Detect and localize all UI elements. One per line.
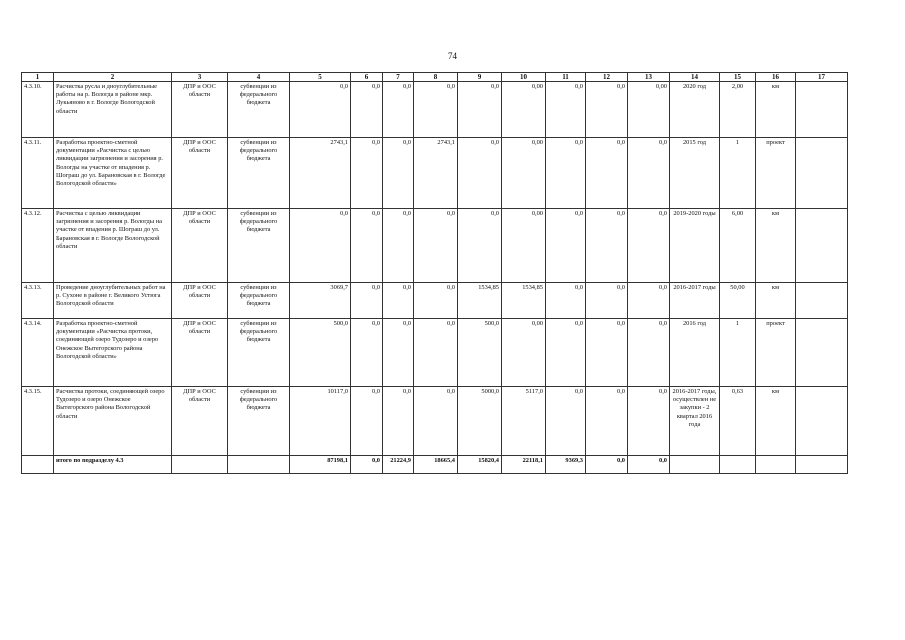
amount-cell: 0,0: [351, 387, 383, 456]
table-row: [22, 209, 848, 283]
table-row: [22, 319, 848, 387]
amount-cell: 5117,0: [502, 387, 546, 456]
amount-cell: 0,0: [586, 387, 628, 456]
column-number: 6: [351, 73, 383, 82]
quantity: 1: [720, 138, 756, 209]
amount-cell: 2743,1: [414, 138, 458, 209]
column-number: 4: [228, 73, 290, 82]
amount-cell: 0,0: [546, 82, 586, 138]
row-number: 4.3.12.: [22, 209, 54, 283]
extra-cell: [796, 209, 848, 283]
funding-source: субвенции из федерального бюджета: [228, 319, 290, 387]
table-row: [22, 138, 848, 209]
amount-cell: 0,0: [586, 319, 628, 387]
total-row: [22, 456, 848, 474]
row-number: 4.3.14.: [22, 319, 54, 387]
total-amount: 0,0: [351, 456, 383, 474]
total-amount: 15820,4: [458, 456, 502, 474]
funding-source: субвенции из федерального бюджета: [228, 138, 290, 209]
amount-cell: 0,0: [290, 209, 351, 283]
column-number: 14: [670, 73, 720, 82]
amount-cell: 500,0: [290, 319, 351, 387]
amount-cell: 0,0: [586, 82, 628, 138]
row-number: 4.3.11.: [22, 138, 54, 209]
funding-source: субвенции из федерального бюджета: [228, 387, 290, 456]
executor: ДПР и ООС области: [172, 209, 228, 283]
total-label: итого по подразделу 4.3: [54, 456, 172, 474]
amount-cell: 0,0: [586, 283, 628, 319]
total-amount: 9369,3: [546, 456, 586, 474]
amount-cell: 0,0: [383, 209, 414, 283]
column-number: 9: [458, 73, 502, 82]
budget-table: [21, 72, 848, 474]
amount-cell: 0,00: [502, 82, 546, 138]
total-source: [228, 456, 290, 474]
amount-cell: 0,0: [351, 283, 383, 319]
measure-name: Разработка проектно-сметной документации «Расчистка с целью ликвидации загрязнения и засорения р. Вологды на участке от впадения р. Шограш до ул. Барановская в г. Вологде Вологодской области»: [54, 138, 172, 209]
column-number: 11: [546, 73, 586, 82]
amount-cell: 0,0: [383, 387, 414, 456]
amount-cell: 0,00: [502, 209, 546, 283]
extra-cell: [796, 319, 848, 387]
period: 2016-2017 годы, осуществлен не закупки - 2 квартал 2016 года: [670, 387, 720, 456]
measure-name: Разработка проектно-сметной документации «Расчистка протоки, соединяющей озеро Тудозеро и озеро Онежское Вытегорского района Вологодской области»: [54, 319, 172, 387]
extra-cell: [796, 138, 848, 209]
amount-cell: 0,0: [546, 209, 586, 283]
column-number: 13: [628, 73, 670, 82]
amount-cell: 0,0: [546, 283, 586, 319]
amount-cell: 0,0: [414, 319, 458, 387]
column-number: 10: [502, 73, 546, 82]
executor: ДПР и ООС области: [172, 319, 228, 387]
amount-cell: 0,0: [414, 387, 458, 456]
unit: км: [756, 209, 796, 283]
measure-name: Расчистка протоки, соединяющей озеро Тудозеро и озеро Онежское Вытегорского района Вологодской области: [54, 387, 172, 456]
amount-cell: 2743,1: [290, 138, 351, 209]
column-number-row: [22, 73, 848, 82]
amount-cell: 0,0: [586, 138, 628, 209]
amount-cell: 0,0: [414, 283, 458, 319]
amount-cell: 0,0: [351, 319, 383, 387]
column-number: 8: [414, 73, 458, 82]
amount-cell: 0,00: [502, 138, 546, 209]
quantity: 0,63: [720, 387, 756, 456]
amount-cell: 500,0: [458, 319, 502, 387]
amount-cell: 0,0: [351, 209, 383, 283]
period: 2015 год: [670, 138, 720, 209]
amount-cell: 0,0: [351, 138, 383, 209]
quantity: 1: [720, 319, 756, 387]
amount-cell: 5000,0: [458, 387, 502, 456]
period: 2019-2020 годы: [670, 209, 720, 283]
amount-cell: 0,0: [458, 138, 502, 209]
total-empty: [720, 456, 756, 474]
amount-cell: 0,00: [628, 82, 670, 138]
amount-cell: 0,0: [383, 138, 414, 209]
amount-cell: 0,0: [628, 138, 670, 209]
quantity: 50,00: [720, 283, 756, 319]
period: 2016 год: [670, 319, 720, 387]
total-amount: 21224,9: [383, 456, 414, 474]
table-row: [22, 82, 848, 138]
extra-cell: [796, 387, 848, 456]
amount-cell: 0,0: [290, 82, 351, 138]
column-number: 1: [22, 73, 54, 82]
column-number: 3: [172, 73, 228, 82]
total-amount: 22118,1: [502, 456, 546, 474]
row-number: 4.3.10.: [22, 82, 54, 138]
amount-cell: 0,0: [383, 82, 414, 138]
unit: проект: [756, 319, 796, 387]
funding-source: субвенции из федерального бюджета: [228, 209, 290, 283]
measure-name: Расчистка русла и дноуглубительные работы на р. Вологда в районе мкр. Лукьяново в г. Вологде Вологодской области: [54, 82, 172, 138]
unit: проект: [756, 138, 796, 209]
funding-source: субвенции из федерального бюджета: [228, 283, 290, 319]
unit: км: [756, 387, 796, 456]
measure-name: Проведение дноуглубительных работ на р. Сухоне в районе г. Великого Устюга Вологодской области: [54, 283, 172, 319]
period: 2020 год: [670, 82, 720, 138]
amount-cell: 0,0: [414, 82, 458, 138]
amount-cell: 0,0: [628, 209, 670, 283]
amount-cell: 0,0: [458, 82, 502, 138]
executor: ДПР и ООС области: [172, 283, 228, 319]
column-number: 16: [756, 73, 796, 82]
executor: ДПР и ООС области: [172, 387, 228, 456]
total-row-number: [22, 456, 54, 474]
table-row: [22, 283, 848, 319]
executor: ДПР и ООС области: [172, 138, 228, 209]
amount-cell: 0,0: [458, 209, 502, 283]
amount-cell: 0,0: [546, 138, 586, 209]
quantity: 2,00: [720, 82, 756, 138]
extra-cell: [796, 82, 848, 138]
total-empty: [670, 456, 720, 474]
amount-cell: 0,0: [351, 82, 383, 138]
amount-cell: 1534,85: [502, 283, 546, 319]
total-amount: 18665,4: [414, 456, 458, 474]
total-amount: 87198,1: [290, 456, 351, 474]
page-number: 74: [448, 51, 457, 61]
measure-name: Расчистка с целью ликвидации загрязнения и засорения р. Вологды на участке от впадения р. Шограш до ул. Барановская в г. Вологде Вологодской области: [54, 209, 172, 283]
amount-cell: 0,0: [414, 209, 458, 283]
total-empty: [756, 456, 796, 474]
quantity: 6,00: [720, 209, 756, 283]
amount-cell: 1534,85: [458, 283, 502, 319]
column-number: 12: [586, 73, 628, 82]
amount-cell: 3069,7: [290, 283, 351, 319]
total-amount: 0,0: [586, 456, 628, 474]
table-row: [22, 387, 848, 456]
amount-cell: 0,0: [383, 283, 414, 319]
total-executor: [172, 456, 228, 474]
amount-cell: 0,0: [628, 283, 670, 319]
amount-cell: 0,0: [628, 387, 670, 456]
amount-cell: 0,0: [546, 319, 586, 387]
amount-cell: 0,0: [383, 319, 414, 387]
column-number: 17: [796, 73, 848, 82]
total-amount: 0,0: [628, 456, 670, 474]
row-number: 4.3.15.: [22, 387, 54, 456]
executor: ДПР и ООС области: [172, 82, 228, 138]
row-number: 4.3.13.: [22, 283, 54, 319]
column-number: 2: [54, 73, 172, 82]
amount-cell: 0,0: [546, 387, 586, 456]
amount-cell: 10117,0: [290, 387, 351, 456]
column-number: 15: [720, 73, 756, 82]
amount-cell: 0,0: [586, 209, 628, 283]
column-number: 7: [383, 73, 414, 82]
unit: км: [756, 283, 796, 319]
amount-cell: 0,0: [628, 319, 670, 387]
column-number: 5: [290, 73, 351, 82]
period: 2016-2017 годы: [670, 283, 720, 319]
total-empty: [796, 456, 848, 474]
unit: км: [756, 82, 796, 138]
amount-cell: 0,00: [502, 319, 546, 387]
funding-source: субвенции из федерального бюджета: [228, 82, 290, 138]
extra-cell: [796, 283, 848, 319]
